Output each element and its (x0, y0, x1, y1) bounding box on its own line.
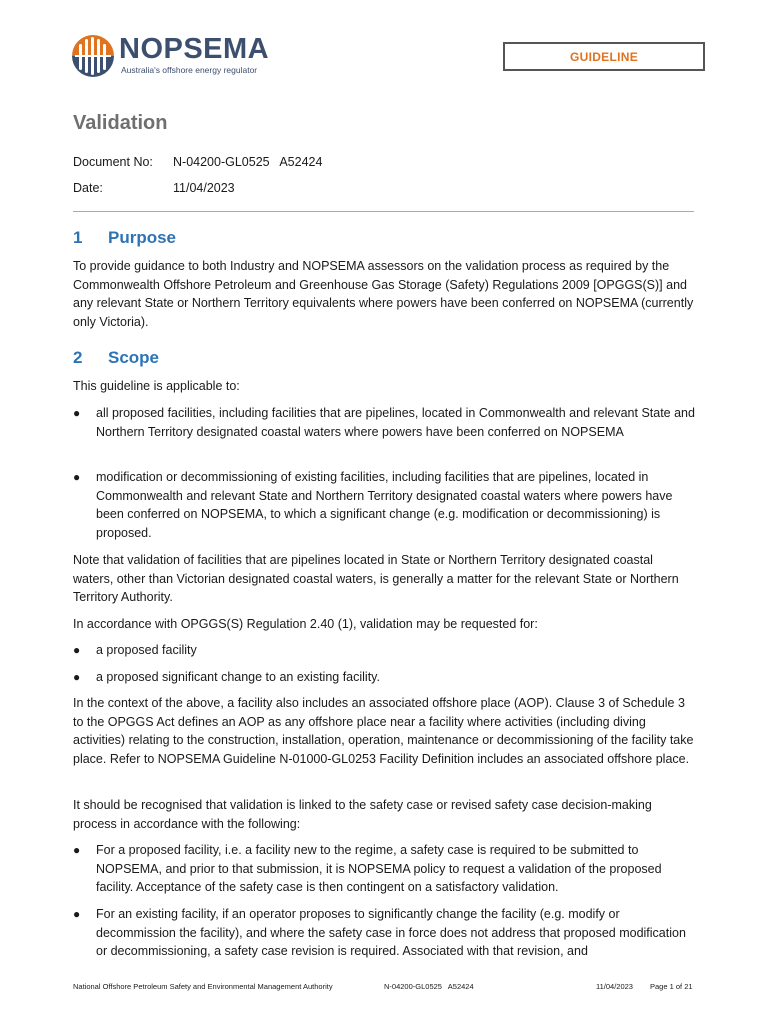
header-divider (73, 211, 694, 212)
bullet-icon: ● (73, 843, 81, 857)
bullet-icon: ● (73, 406, 81, 420)
footer-authority: National Offshore Petroleum Safety and Environmental Management Authority (73, 982, 333, 991)
nopsema-logo (71, 34, 269, 78)
bullet-icon: ● (73, 670, 81, 684)
list-item: ● For an existing facility, if an operator proposes to significantly change the facility (e.g. modify or decommission the facility), and where the safety case in force does not address that proposed modification or decommissioning, a safety case revision is required. Associated with that revision, and (73, 907, 686, 959)
logo-wordmark: NOPSEMA (119, 33, 270, 65)
document-number-value: N-04200-GL0525 A52424 (173, 155, 323, 169)
section-title: Purpose (108, 228, 177, 247)
purpose-paragraph: To provide guidance to both Industry and NOPSEMA assessors on the validation process as required by the Commonwealth Offshore Petroleum and Greenhouse Gas Storage (Safety) Regulations 2009 [OPGGS(S)] and any relevant State or Northern Territory equivalents where powers have been conferred on NOPSEMA (currently only Victoria). (73, 259, 694, 329)
document-number-label: Document No: (73, 155, 153, 169)
scope-note-paragraph: Note that validation of facilities that are pipelines located in State or Northern Territory designated coastal waters, other than Victorian designated coastal waters, is generally a matter for the relevant State or Northern Territory Authority. (73, 553, 679, 605)
section-number: 2 (73, 348, 83, 367)
document-number-row (73, 155, 322, 169)
section-heading-scope (73, 348, 159, 368)
document-type-badge: GUIDELINE (503, 42, 705, 71)
aop-context-paragraph: In the context of the above, a facility also includes an associated offshore place (AOP). Clause 3 of Schedule 3 to the OPGGS Act defines an AOP as any offshore place near a facility where activities (including diving activities) relating to the construction, installation, operation, maintenance or decommissioning of the facility take place. Refer to NOPSEMA Guideline N-01000-GL0253 Facility Definition includes an associated offshore place. (73, 696, 694, 766)
document-title: Validation (73, 112, 168, 134)
document-date-row (73, 181, 235, 195)
bullet-icon: ● (73, 643, 81, 657)
logo-tagline: Australia's offshore energy regulator (121, 65, 258, 75)
regulation-paragraph: In accordance with OPGGS(S) Regulation 2.40 (1), validation may be requested for: (73, 617, 538, 631)
bullet-icon: ● (73, 907, 81, 921)
list-item: ● modification or decommissioning of existing facilities, including facilities that are pipelines, located in Commonwealth and relevant State and Northern Territory designated coastal waters where powers have been conferred on NOPSEMA, to which a significant change (e.g. modification or decommissioning) is proposed. (73, 470, 673, 540)
list-item: ● all proposed facilities, including facilities that are pipelines, located in Commonwealth and relevant State and Northern Territory designated coastal waters where powers have been conferred on NOPSEMA (73, 406, 695, 439)
section-number: 1 (73, 228, 83, 247)
list-item: ● a proposed significant change to an existing facility. (73, 668, 695, 687)
list-item: ● a proposed facility (73, 641, 695, 660)
footer-page-number: Page 1 of 21 (650, 982, 693, 991)
list-item: ● For a proposed facility, i.e. a facility new to the regime, a safety case is required to be submitted to NOPSEMA, and prior to that submission, it is NOPSEMA policy to request a validation of the proposed facility. Acceptance of the safety case is then contingent on a satisfactory validation. (73, 843, 662, 895)
section-title: Scope (108, 348, 160, 367)
section-heading-purpose (73, 228, 176, 248)
scope-intro: This guideline is applicable to: (73, 379, 240, 393)
document-date-label: Date: (73, 181, 103, 195)
safety-case-paragraph: It should be recognised that validation is linked to the safety case or revised safety case decision-making process in accordance with the following: (73, 798, 652, 831)
bullet-icon: ● (73, 470, 81, 484)
footer-document-ref: N-04200-GL0525 A52424 (384, 982, 474, 991)
footer-date: 11/04/2023 (596, 982, 633, 991)
document-date-value: 11/04/2023 (173, 181, 235, 195)
logo-emblem-icon (71, 34, 115, 78)
